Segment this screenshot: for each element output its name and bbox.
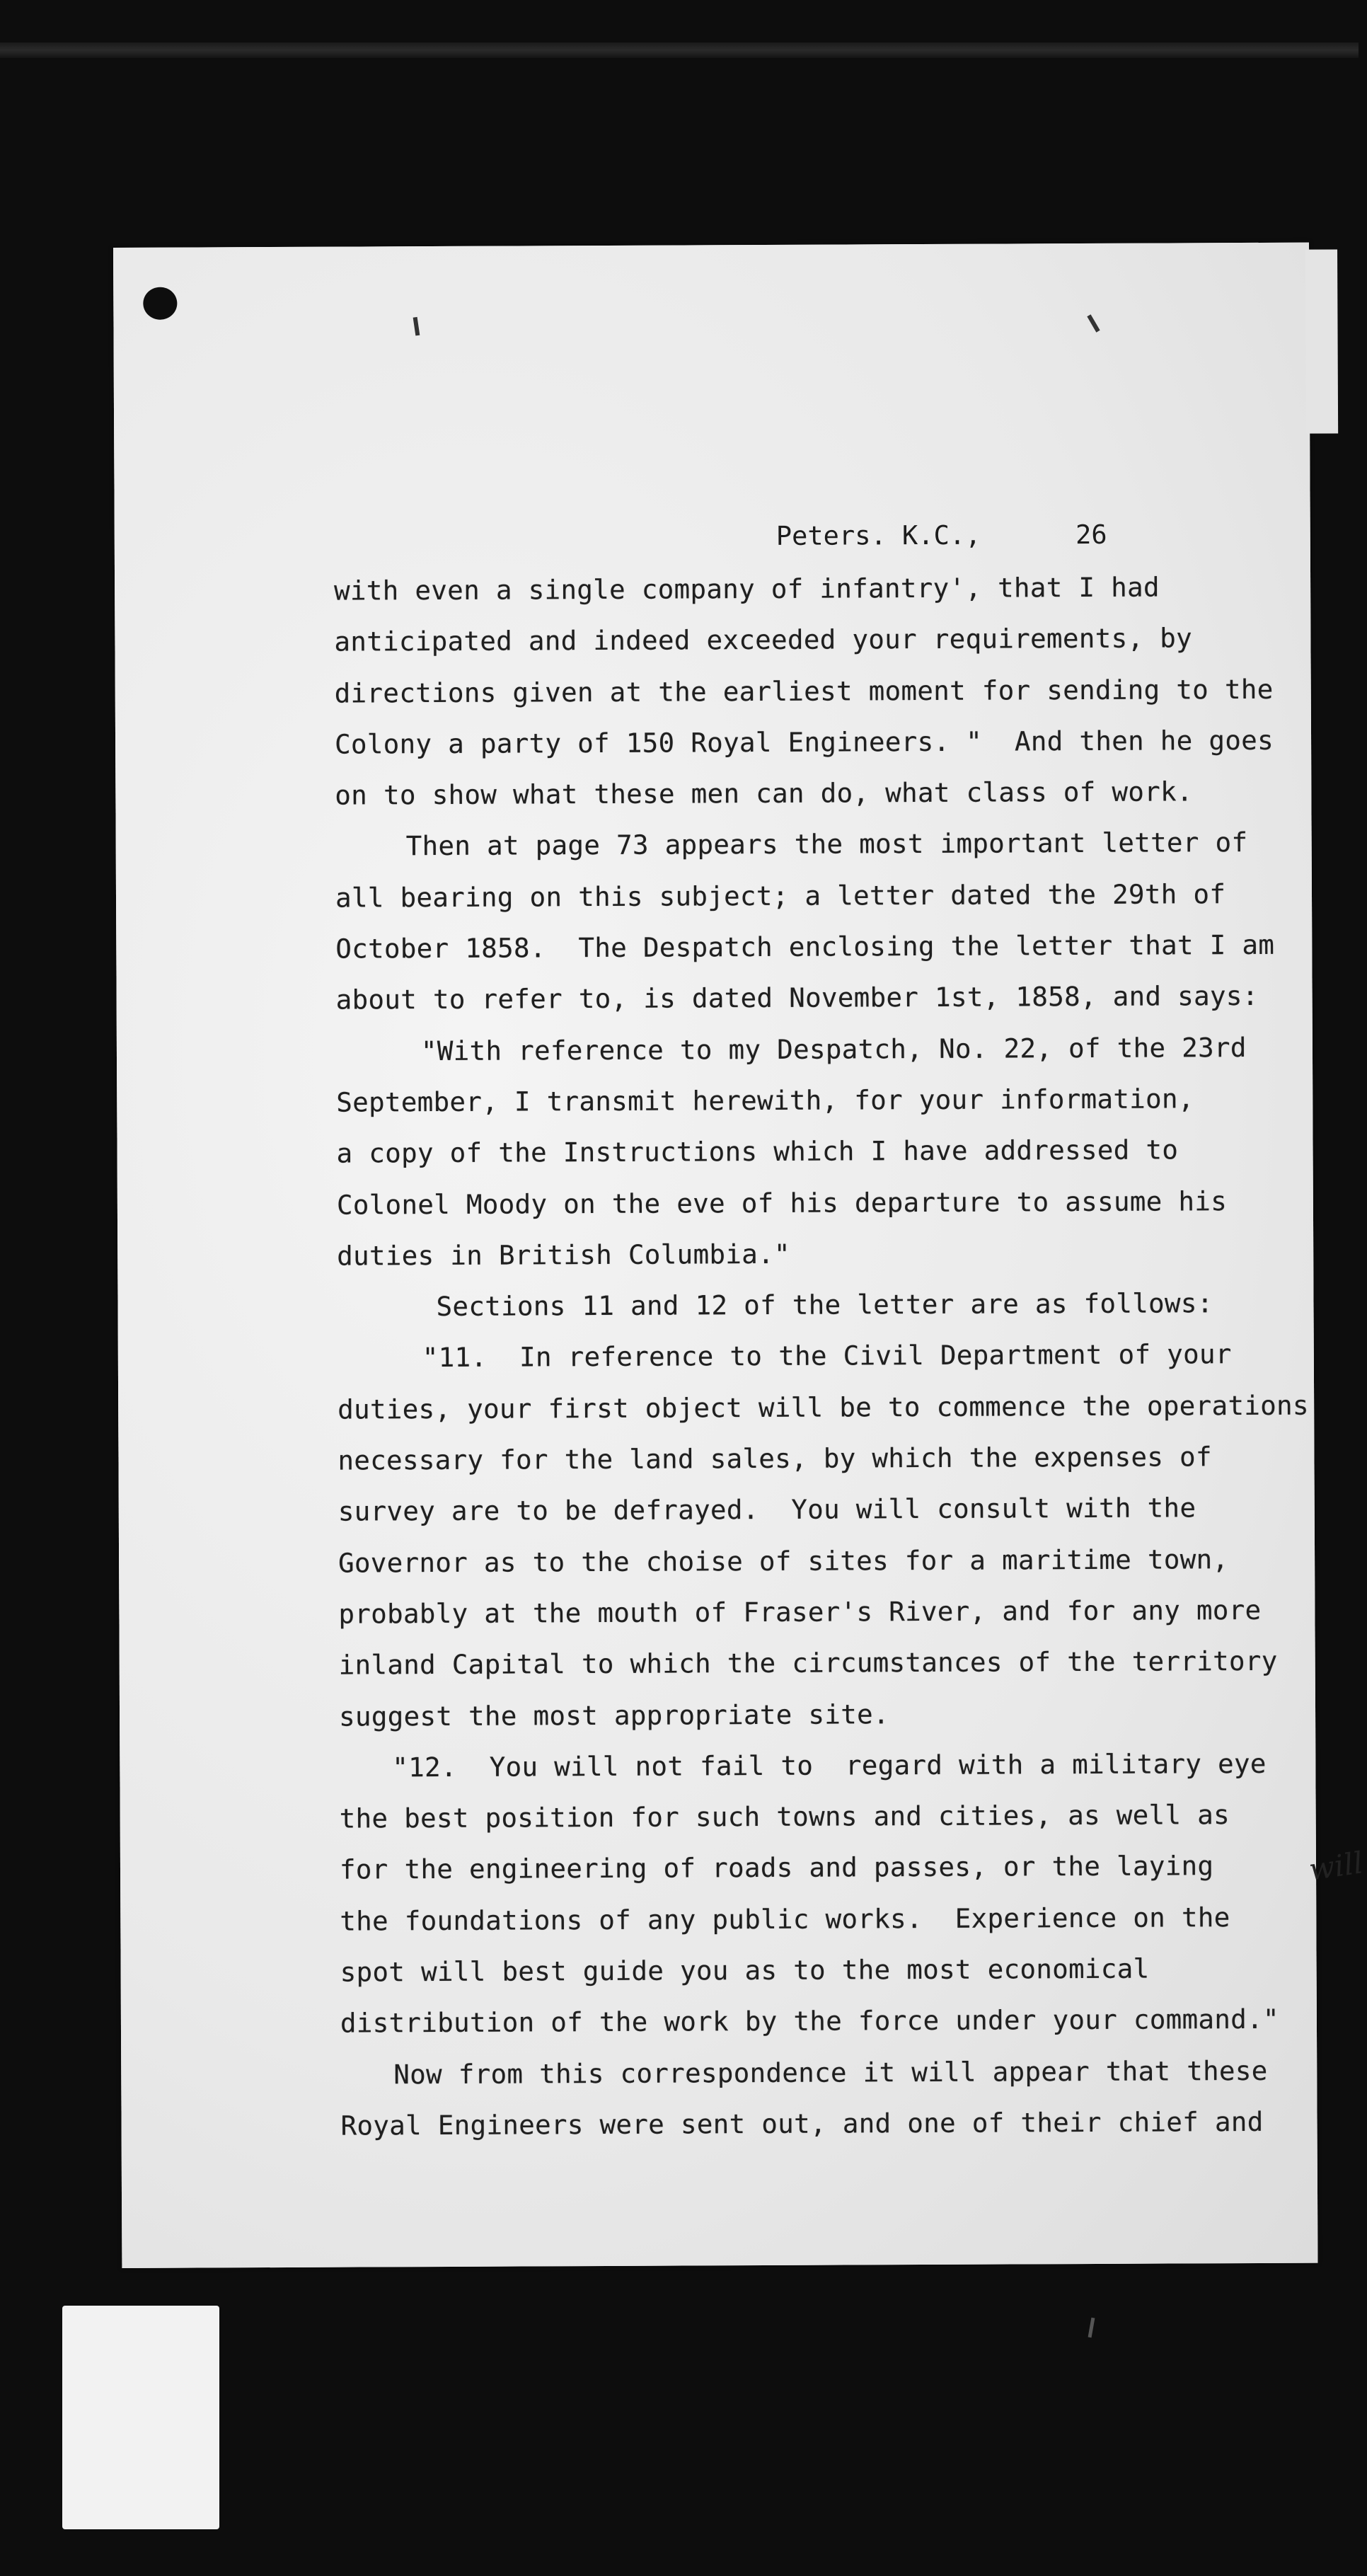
film-edge [0, 42, 1359, 58]
text-line: "11. In reference to the Civil Department of your [422, 1338, 1232, 1374]
text-line: Now from this correspondence it will appear that these [393, 2054, 1268, 2090]
text-line: "12. You will not fail to regard with a military eye [392, 1747, 1267, 1783]
typed-page [113, 243, 1366, 2268]
text-line: distribution of the work by the force under your command." [340, 2003, 1279, 2039]
text-line: for the engineering of roads and passes, or the laying [339, 1850, 1214, 1886]
page-header: Peters. K.C., 26 [775, 519, 1107, 551]
text-line: "With reference to my Despatch, No. 22, of the 23rd [420, 1031, 1247, 1066]
text-line: the foundations of any public works. Experience on the [340, 1901, 1230, 1937]
margin-mark-left [413, 317, 420, 336]
text-line: Then at page 73 appears the most important letter of [405, 827, 1248, 862]
archive-label-card [62, 2306, 219, 2529]
text-line: September, I transmit herewith, for your information, [336, 1083, 1194, 1118]
text-line: Colony a party of 150 Royal Engineers. " And then he goes [334, 724, 1274, 760]
text-line: directions given at the earliest moment for sending to the [334, 673, 1274, 709]
page-edge-strip [1305, 249, 1338, 433]
text-line: necessary for the land sales, by which the expenses of [338, 1441, 1212, 1476]
text-line: Governor as to the choise of sites for a maritime town, [338, 1543, 1229, 1579]
text-line: survey are to be defrayed. You will consult with the [338, 1492, 1196, 1527]
text-line: duties in British Columbia." [337, 1238, 790, 1272]
text-line: duties, your first object will be to commence the operations [338, 1389, 1309, 1425]
handwritten-insertion: will [1306, 1845, 1366, 1887]
text-line: Sections 11 and 12 of the letter are as follows: [436, 1287, 1213, 1323]
margin-mark-right [1087, 314, 1100, 332]
punch-hole [143, 287, 177, 320]
text-line: the best position for such towns and cities, as well as [339, 1799, 1230, 1834]
text-line: on to show what these men can do, what class of work. [335, 776, 1193, 811]
text-line: Colonel Moody on the eve of his departure to assume his [336, 1185, 1228, 1221]
text-line: a copy of the Instructions which I have addressed to [336, 1134, 1179, 1169]
film-mark [1088, 2318, 1095, 2338]
text-line: all bearing on this subject; a letter dated the 29th of [335, 878, 1226, 914]
text-line: probably at the mouth of Fraser's River, and for any more [338, 1594, 1262, 1630]
text-line: October 1858. The Despatch enclosing the letter that I am [335, 928, 1275, 965]
body-text [334, 560, 1360, 2151]
text-line: inland Capital to which the circumstances of the territory [338, 1645, 1278, 1681]
text-line: with even a single company of infantry', that I had [334, 571, 1160, 606]
text-line: suggest the most appropriate site. [338, 1698, 889, 1732]
text-line: spot will best guide you as to the most economical [340, 1953, 1150, 1988]
text-line: Royal Engineers were sent out, and one of their chief and [340, 2105, 1264, 2141]
text-line: about to refer to, is dated November 1st, 1858, and says: [335, 980, 1259, 1016]
text-line: anticipated and indeed exceeded your requirements, by [334, 622, 1193, 657]
